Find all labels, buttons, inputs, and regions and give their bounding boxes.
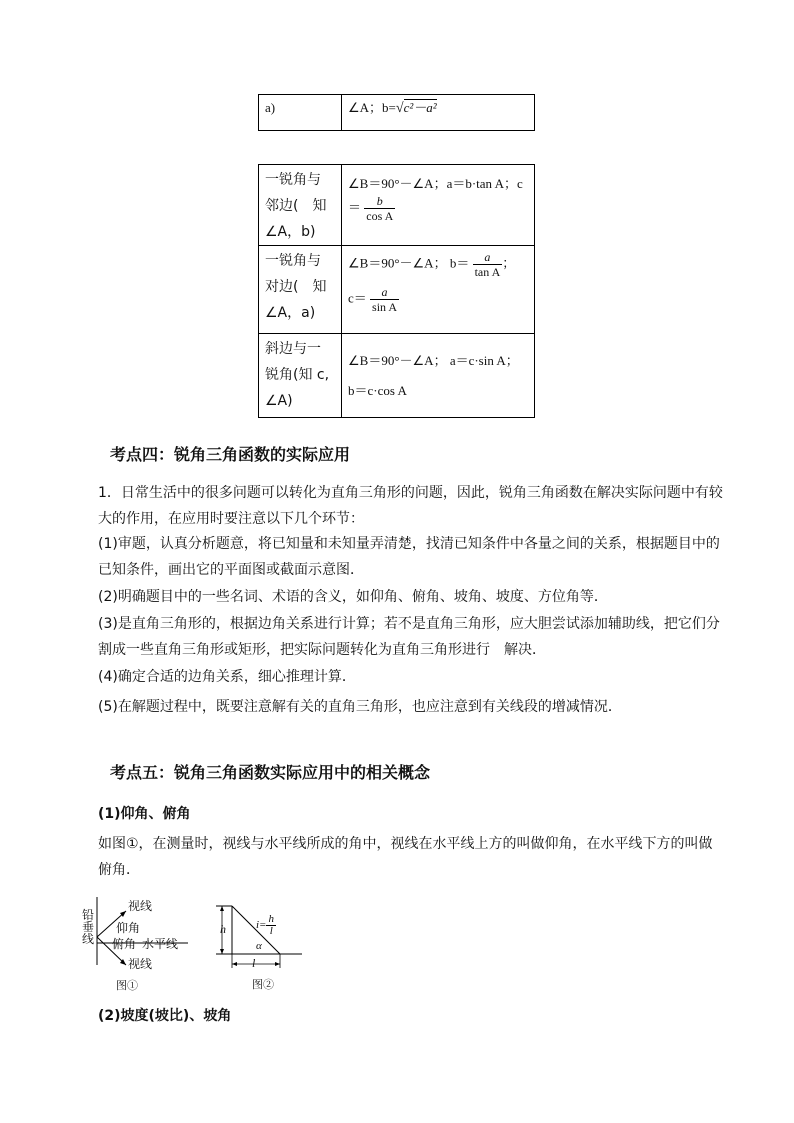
- figure-elevation-depression: [80, 895, 190, 995]
- cell-line: ∠A，a): [265, 305, 316, 321]
- figure-slope: [212, 900, 312, 996]
- paragraph: (1)审题，认真分析题意，将已知量和未知量弄清楚，找清已知条件中各量之间的关系，根据题目中的已知条件，画出它的平面图或截面示意图．: [98, 536, 720, 578]
- figure-caption: 图①: [116, 980, 138, 992]
- cell-line: 对边( 知: [265, 279, 327, 295]
- formula-line: [348, 285, 530, 314]
- height-label: h: [220, 922, 226, 936]
- fraction-numerator: a: [473, 250, 503, 265]
- formula-prefix: ∠B＝90°－∠A； b＝: [348, 255, 470, 271]
- paragraph: (2)明确题目中的一些名词、术语的含义，如仰角、俯角、坡角、坡度、方位角等．: [98, 589, 608, 605]
- table-cell-right: [342, 165, 535, 246]
- cell-line: ∠A，b): [265, 224, 316, 240]
- fraction-denominator: cos A: [366, 209, 394, 223]
- cell-line: 斜边与一: [265, 341, 321, 357]
- cell-line: 锐角(知 c,: [265, 367, 330, 383]
- table-cell-left: [259, 95, 342, 131]
- table-continuation: [258, 94, 535, 131]
- fraction-numerator: h: [268, 913, 274, 925]
- table-cell-left: [259, 246, 342, 334]
- formula-suffix: ；: [502, 255, 516, 271]
- depression-angle-label: 俯角: [112, 937, 137, 951]
- slope-diagram: [212, 900, 312, 974]
- fraction-denominator: sin A: [372, 300, 398, 314]
- fraction: [370, 285, 399, 314]
- paragraph: 如图①，在测量时，视线与水平线所成的角中，视线在水平线上方的叫做仰角，在水平线下方的叫做俯角．: [98, 836, 713, 878]
- vertical-line-label: [82, 909, 94, 945]
- angle-alpha-label: α: [256, 940, 262, 952]
- table-cell-left: [259, 334, 342, 418]
- sight-line-label-down: 视线: [128, 957, 153, 971]
- cell-line: 一锐角与: [265, 172, 321, 188]
- fraction-numerator: a: [370, 285, 399, 300]
- section-title: 考点五：锐角三角函数实际应用中的相关概念: [110, 763, 431, 782]
- formula-line: [348, 194, 530, 223]
- fraction: [473, 250, 503, 279]
- subheading: (1)仰角、俯角: [98, 806, 191, 822]
- horizontal-line-label: 水平线: [142, 937, 179, 951]
- slope-ratio-label: [256, 914, 276, 937]
- cell-line: 邻边( 知: [265, 198, 327, 214]
- paragraph: (5)在解题过程中，既要注意解有关的直角三角形，也应注意到有关线段的增减情况．: [98, 699, 622, 715]
- label-char: 垂: [82, 920, 95, 934]
- paragraph: (3)是直角三角形的，根据边角关系进行计算；若不是直角三角形，应大胆尝试添加辅助线，把它们分割成一些直角三角形或矩形，把实际问题转化为直角三角形进行 解决．: [98, 616, 720, 658]
- sqrt-content: c²－a²: [403, 100, 437, 115]
- label-char: 线: [82, 932, 95, 946]
- formula-line: ∠B＝90°－∠A； a＝c·sin A；: [348, 353, 519, 368]
- formula-prefix: ∠A；b=: [348, 100, 396, 115]
- fraction: [266, 914, 276, 937]
- formula-line: b＝c·cos A: [348, 383, 407, 398]
- length-label: l: [252, 956, 256, 970]
- formula-line: [348, 250, 530, 279]
- paragraph: (4)确定合适的边角关系，细心推理计算．: [98, 669, 356, 685]
- cell-line: ∠A): [265, 393, 293, 409]
- fraction-numerator: b: [364, 194, 395, 209]
- figure-caption: 图②: [252, 979, 274, 991]
- table-solving-right-triangles: [258, 164, 535, 418]
- table-cell-left: [259, 165, 342, 246]
- cell-text: a): [265, 100, 276, 115]
- table-cell-right: [342, 246, 535, 334]
- eq-sign: ＝: [348, 199, 362, 215]
- table-cell-right: [342, 95, 535, 131]
- sight-line-label-up: 视线: [128, 899, 153, 913]
- sqrt-icon: √: [395, 101, 404, 116]
- table-cell-right: [342, 334, 535, 418]
- fraction-denominator: tan A: [474, 265, 501, 279]
- formula-prefix: c＝: [348, 290, 367, 306]
- subheading: (2)坡度(坡比)、坡角: [98, 1008, 232, 1024]
- section-title: 考点四：锐角三角函数的实际应用: [110, 445, 351, 464]
- cell-line: 一锐角与: [265, 253, 321, 269]
- elevation-angle-label: 仰角: [116, 921, 141, 935]
- ratio-prefix: i=: [256, 919, 267, 932]
- fraction-denominator: l: [269, 925, 273, 937]
- formula-line: ∠B＝90°－∠A；a＝b·tan A；c: [348, 176, 523, 191]
- label-char: 铅: [82, 908, 95, 922]
- paragraph: 1．日常生活中的很多问题可以转化为直角三角形的问题，因此，锐角三角函数在解决实际问题中有较大的作用，在应用时要注意以下几个环节：: [98, 485, 723, 527]
- fraction: [364, 194, 395, 223]
